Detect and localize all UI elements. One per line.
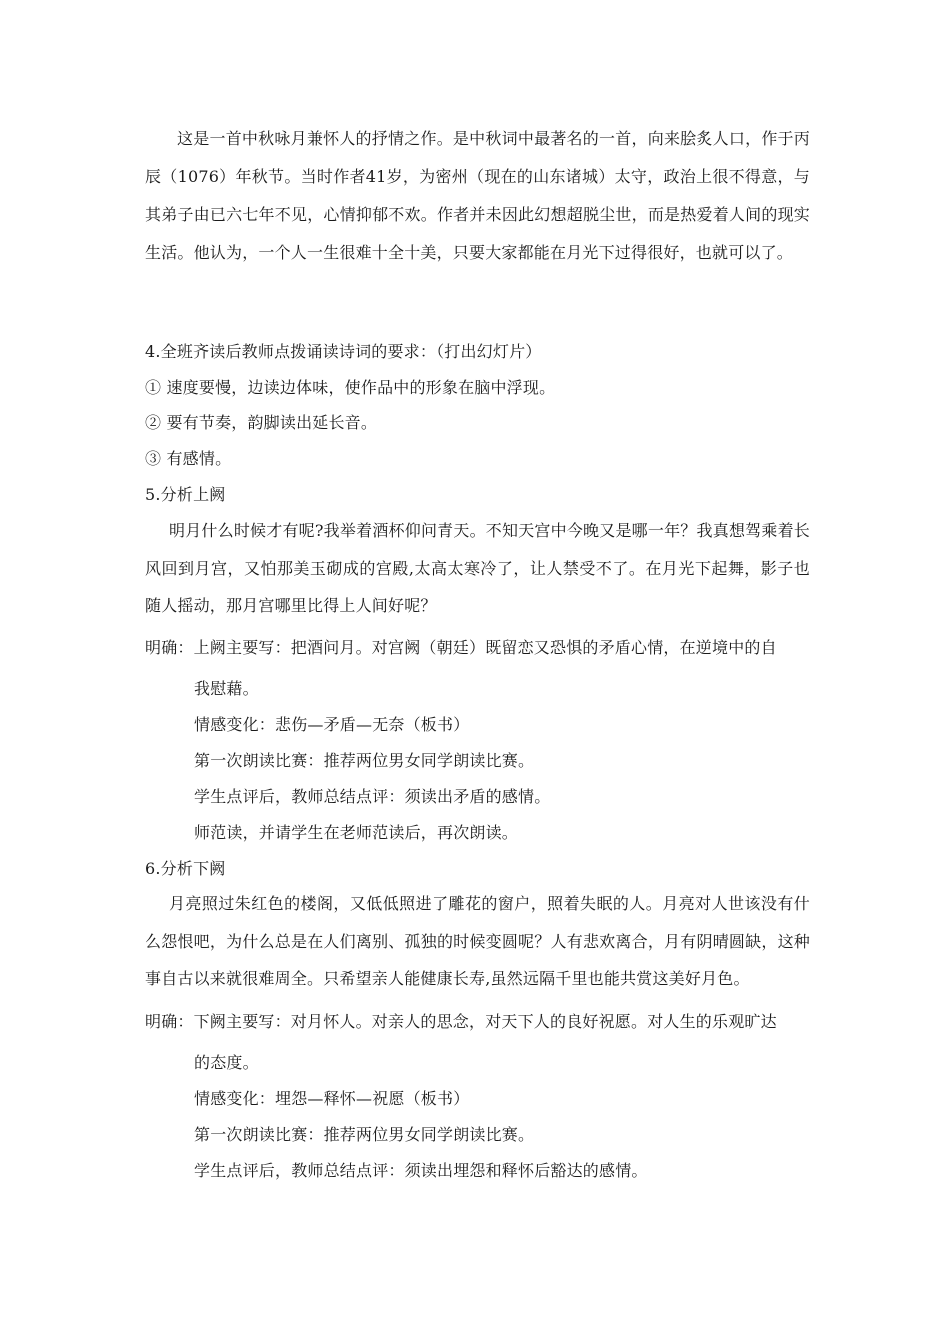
section-5-heading: 5.分析上阙 (145, 485, 226, 504)
section-6-note: 学生点评后，教师总结点评：须读出埋怨和释怀后豁达的感情。 (194, 1161, 648, 1180)
section-5-note: 学生点评后，教师总结点评：须读出矛盾的感情。 (194, 787, 551, 806)
section-5-note: 师范读，并请学生在老师范读后，再次朗读。 (194, 823, 519, 842)
section-5-translation: 明月什么时候才有呢?我举着酒杯仰问青天。不知天宫中今晚又是哪一年？我真想驾乘着长风回到月宫，又怕那美玉砌成的宫殿,太高太寒冷了，让人禁受不了。在月光下起舞，影子也随人摇动，那月宫哪里比得上人间好呢？ (145, 521, 810, 615)
intro-paragraph: 这是一首中秋咏月兼怀人的抒情之作。是中秋词中最著名的一首，向来脍炙人口，作于丙辰（1076）年秋节。当时作者41岁，为密州（现在的山东诸城）太守，政治上很不得意，与其弟子由已六七年不见，心情抑郁不欢。作者并未因此幻想超脱尘世，而是热爱着人间的现实生活。他认为，一个人一生很难十全十美，只要大家都能在月光下过得很好，也就可以了。 (145, 129, 810, 262)
requirement-item: ③ 有感情。 (145, 449, 232, 468)
section-5-note: 情感变化：悲伤—矛盾—无奈（板书） (194, 715, 470, 734)
section-6-clarification: 明确：下阙主要写：对月怀人。对亲人的思念，对天下人的良好祝愿。对人生的乐观旷达 (145, 1012, 777, 1031)
section-6-translation: 月亮照过朱红色的楼阁，又低低照进了雕花的窗户，照着失眠的人。月亮对人世该没有什么怨恨吧，为什么总是在人们离别、孤独的时候变圆呢？人有悲欢离合，月有阴晴圆缺，这种事自古以来就很难周全。只希望亲人能健康长寿,虽然远隔千里也能共赏这美好月色。 (145, 894, 810, 988)
section-6-note: 第一次朗读比赛：推荐两位男女同学朗读比赛。 (194, 1125, 535, 1144)
section-4-heading: 4.全班齐读后教师点拨诵读诗词的要求：（打出幻灯片） (145, 342, 542, 361)
requirement-item: ① 速度要慢，边读边体味，使作品中的形象在脑中浮现。 (145, 378, 556, 397)
section-5-note: 第一次朗读比赛：推荐两位男女同学朗读比赛。 (194, 751, 535, 770)
section-5-clarification: 明确：上阙主要写：把酒问月。对宫阙（朝廷）既留恋又恐惧的矛盾心情，在逆境中的自 (145, 638, 777, 657)
section-5-clarification-cont: 我慰藉。 (194, 679, 259, 698)
section-6-note: 情感变化：埋怨—释怀—祝愿（板书） (194, 1089, 470, 1108)
requirement-item: ② 要有节奏，韵脚读出延长音。 (145, 413, 378, 432)
section-6-heading: 6.分析下阙 (145, 859, 226, 878)
section-6-clarification-cont: 的态度。 (194, 1053, 259, 1072)
